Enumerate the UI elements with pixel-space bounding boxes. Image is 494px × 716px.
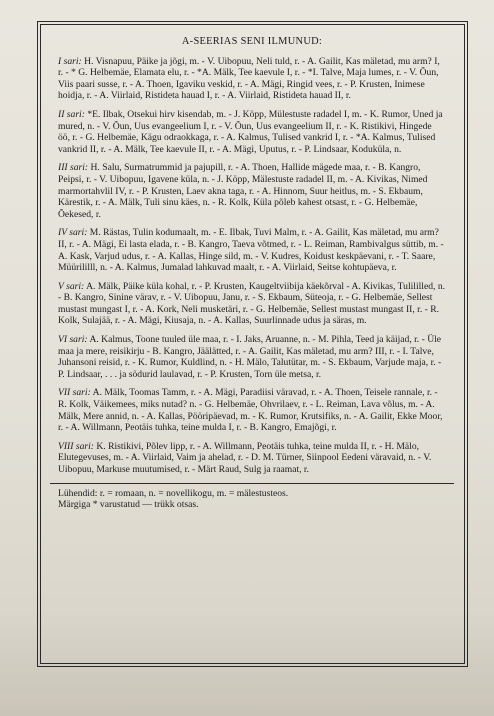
series-label: VII sari:	[58, 387, 91, 399]
series-5-paragraph	[58, 281, 446, 327]
series-1-paragraph	[58, 56, 446, 102]
series-text: A. Kalmus, Toone tuuled üle maa, r. - I. Jaks, Aruanne, n. - M. Pihla, Teed ja käijad, r. - Üle maa ja mere, reisikirju - B. Kangro, Jäälätted, r. - A. Gailit, Kas mäletad, mu arm? III, r. - I. Talve, Juhansoni reisid, r. - K. Rumor, Kuldlind, n. - H. Mälo, Talutütar, m. - S. Ekbaum, Varjude maja, r. - P. Lindsaar, . . . ja södurid laulavad, r. - P. Krusten, Torn üle metsa, r.	[58, 334, 442, 380]
series-label: V sari:	[58, 280, 85, 292]
series-list	[58, 36, 446, 511]
series-2-paragraph	[58, 109, 446, 155]
abbreviations-legend	[58, 488, 446, 511]
series-text: H. Visnapuu, Päike ja jõgi, m. - V. Uibopuu, Neli tuld, r. - A. Gailit, Kas mäletad, mu arm? I, r. - * G. Helbemäe, Elamata elu, r. - *A. Mälk, Tee kaevule I, r. - *I. Talve, Maja lumes, r. - V. Õun, Viis paari susse, r. - A. Thoen, Igaviku veskid, r. - A. Mägi, Ringid vees, r. - P. Krusten, Inimese hoidja, r. - A. Viirlaid, Ristideta hauad I, r. - A. Viirlaid, Ristideta hauad II, r.	[58, 55, 440, 102]
series-label: IV sari:	[58, 227, 88, 239]
series-text: H. Salu, Surmatrummid ja pajupill, r. - A. Thoen, Hallide mägede maa, r. - B. Kangro, Peipsi, r. - V. Uibopuu, Igavene küla, n. - J. Köpp, Mälestuste radadel II, m. - A. Kivikas, Nimed marmortahvlil IV, r. - P. Krusten, Laev akna taga, r. - A. Hinnom, Suur heitlus, m. - S. Ekbaum, Kärestik, r. - A. Mälk, Tuli sinu käes, n. - R. Kolk, Küla põleb kahest otsast, r. - G. Helbemäe, Õekesed, r.	[58, 162, 428, 220]
series-label: II sari:	[58, 108, 85, 120]
series-text: A. Mälk, Toomas Tamm, r. - A. Mägi, Paradiisi väravad, r. - A. Thoen, Teisele rannale, r. - R. Kolk, Väikemees, miks nutad? n. - G. Helbemäe, Ohvrilaev, r. - L. Reiman, Lava võlus, m. - A. Mälk, Mere annid, n. - A. Kallas, Pööripäevad, m. - K. Rumor, Krutsifiks, n. - A. Gailit, Ekke Moor, r. - A. Willmann, Peotäis tuhka, teine mulda I, r. - B. Kangro, Emajõgi, r.	[58, 387, 443, 434]
series-label: VIII sari:	[58, 440, 94, 452]
series-text: *E. Ilbak, Otsekui hirv kisendab, m. - J. Köpp, Mülestuste radadel I, m. - K. Rumor, Uned ja mured, n. - V. Õun, Uus evangeelium I, r. - V. Õun, Uus evangeelium II, r. - K. Ristikivi, Hingede öö, r. - G. Helbemäe, Kägu odraokkaga, r. - A. Kalmus, Tulised vankrid I, r. - *A. Kalmus, Tulised vankrid II, r. - A. Mälk, Tee kaevule II, r. - A. Mägi, Uputus, r. - P. Lindsaar, Koduküla, n.	[58, 108, 443, 155]
page-title: A-SEERIAS SENI ILMUNUD:	[181, 36, 323, 47]
legend-out-of-print-note: Märgiga * varustatud — trükk otsas.	[58, 499, 199, 511]
series-3-paragraph	[58, 162, 446, 220]
series-6-paragraph	[58, 334, 446, 380]
series-label: VI sari:	[58, 334, 88, 346]
series-7-paragraph	[58, 387, 446, 433]
series-text: K. Ristikivi, Põlev lipp, r. - A. Willmann, Peotäis tuhka, teine mulda II, r. - H. Mälo, Elutegevuses, m. - A. Viirlaid, Vaim ja ahelad, r. - D. M. Türner, Siinpool Eedeni väravaid, n. - V. Uibopuu, Markuse muutumised, r. - Märt Raud, Sulg ja raamat, r.	[58, 440, 432, 475]
series-label: III sari:	[58, 162, 89, 174]
series-4-paragraph	[58, 227, 446, 273]
series-text: A. Mälk, Päike küla kohal, r. - P. Krusten, Kaugeltviibija käekõrval - A. Kivikas, Tulililled, n. - B. Kangro, Sinine värav, r. - V. Uibopuu, Janu, r. - S. Ekbaum, Süteoja, r. - G. Helbemäe, Sellest mustast mungast I, r. - A. Kork, Neli musketäri, r. - G. Helbemäe, Sellest mustast mungast II, r. - R. Kolk, Sulajää, r. - A. Mägi, Kiusaja, n. - A. Kallas, Suurlinnade udus ja säras, m.	[58, 280, 446, 327]
series-label: I sari:	[58, 55, 82, 67]
divider	[50, 483, 454, 484]
series-8-paragraph	[58, 441, 446, 476]
series-text: M. Rästas, Tulin kodumaalt, m. - E. Ilbak, Tuvi Malm, r. - A. Gailit, Kas mäletad, mu arm? II, r. - A. Mägi, Ei lasta elada, r. - B. Kangro, Taeva võtmed, r. - L. Reiman, Rambivalgus süttib, m. - A. Kask, Varjud udus, r. - A. Kallas, Hinge sild, m. - V. Kudres, Koidust keskpäevani, r. - T. Saare, Müürililll, n. - A. Kalmus, Jumalad lahkuvad maalt, r. - A. Viirlaid, Seitse kohtupäeva, r.	[58, 227, 444, 274]
legend-abbreviations: Lühendid: r. = romaan, n. = novellikogu, m. = mälestusteos.	[58, 487, 289, 499]
